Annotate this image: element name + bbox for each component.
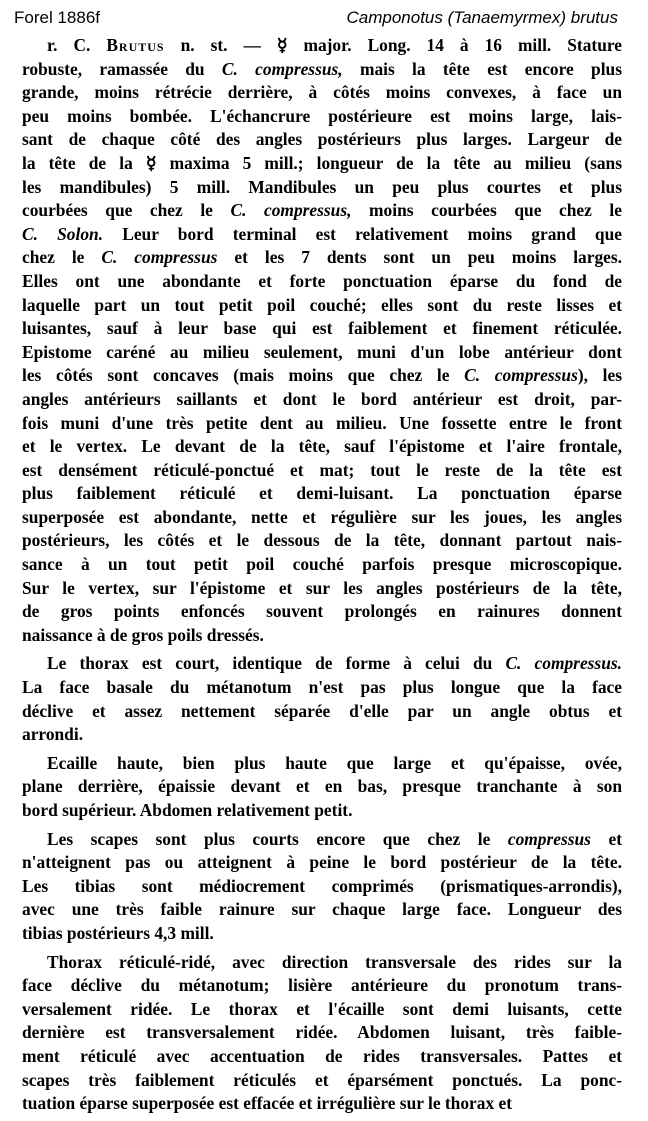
text-line: n'atteignent pas ou atteignent à peine le bord postérieur de la tête.: [22, 852, 622, 873]
text-line: courbées que chez le C. compressus, moins courbées que chez le: [22, 200, 622, 221]
text-line: scapes très faiblement réticulés et éparsément ponctués. La ponc-: [22, 1069, 622, 1090]
text-line: bord supérieur. Abdomen relativement petit.: [22, 800, 353, 820]
paragraph: [22, 828, 622, 946]
italic-taxon: C. compressus,: [221, 58, 343, 79]
document-body: [22, 34, 622, 1116]
text-line: et le vertex. Le devant de la tête, sauf l'épistome et l'aire frontale,: [22, 436, 622, 457]
italic-taxon: C. compressus,: [230, 200, 352, 221]
text-line: plane derrière, épaissie devant et en bas, presque tranchante à son: [22, 776, 622, 797]
text-line: Les scapes sont plus courts encore que chez le compressus et: [47, 828, 622, 849]
text-line: Elles ont une abondante et forte ponctuation éparse du fond de: [22, 270, 622, 291]
text-line: Thorax réticulé-ridé, avec direction transversale des rides sur la: [47, 951, 622, 972]
text-line: arrondi.: [22, 724, 84, 745]
text-line: C. Solon. Leur bord terminal est relativement moins grand que: [22, 223, 622, 244]
text-line: laquelle part un tout petit poil couché; elles sont du reste lisses et: [22, 294, 622, 315]
paragraph: [22, 951, 622, 1116]
italic-taxon: C. Solon.: [22, 223, 104, 244]
paragraph: [22, 34, 622, 647]
text-line: est densément réticulé-ponctué et mat; tout le reste de la tête est: [22, 459, 622, 480]
text-line: Sur le vertex, sur l'épistome et sur les angles postérieurs de la tête,: [22, 577, 622, 598]
page-header: [14, 6, 634, 30]
text-line: la tête de la ☿ maxima 5 mill.; longueur de la tête au milieu (sans: [22, 152, 622, 173]
text-line: postérieurs, les côtés et le dessous de la tête, donnant partout nais-: [22, 530, 622, 551]
paragraph: [22, 752, 622, 823]
text-line: La face basale du métanotum n'est pas plus longue que la face: [22, 677, 622, 698]
text-line: tibias postérieurs 4,3 mill.: [22, 922, 214, 943]
text-line: les mandibules) 5 mill. Mandibules un peu plus courtes et plus: [22, 176, 622, 197]
text-line: plus faiblement réticulé et demi-luisant. La ponctuation éparse: [22, 483, 622, 504]
text-line: avec une très faible rainure sur chaque large face. Longueur des: [22, 899, 622, 920]
source-reference: Forel 1886f: [14, 8, 100, 27]
text-line: sant de chaque côté des angles postérieurs plus larges. Largeur de: [22, 129, 622, 150]
text-line: superposée est abondante, nette et régulière sur les joues, les angles: [22, 506, 622, 527]
text-line: grande, moins rétrécie derrière, à côtés moins convexes, à face un: [22, 82, 622, 103]
text-line: tuation éparse superposée est effacée et irrégulière sur le thorax et: [22, 1093, 513, 1114]
text-line: sance à un tout petit poil couché parfois presque microscopique.: [22, 554, 622, 575]
text-line: Ecaille haute, bien plus haute que large et qu'épaisse, ovée,: [47, 752, 622, 773]
text-line: de gros points enfoncés souvent prolongés en rainures donnent: [22, 601, 622, 622]
small-caps-name: Brutus: [106, 35, 165, 55]
text-line: les côtés sont concaves (mais moins que chez le C. compressus), les: [22, 365, 622, 386]
text-line: Le thorax est court, identique de forme à celui du C. compressus.: [47, 653, 622, 674]
text-line: luisantes, sauf à leur base qui est faiblement et finement réticulée.: [22, 318, 622, 339]
text-line: naissance à de gros poils dressés.: [22, 624, 264, 645]
italic-taxon: C. compressus.: [505, 653, 622, 674]
text-line: angles antérieurs saillants et dont le bord antérieur est droit, par-: [22, 388, 622, 409]
text-line: ment réticulé avec accentuation de rides transversales. Pattes et: [22, 1045, 622, 1066]
text-line: fois muni d'une très petite dent au milieu. Une fossette entre le front: [22, 412, 622, 433]
paragraph: [22, 652, 622, 746]
text-line: Epistome caréné au milieu seulement, muni d'un lobe antérieur dont: [22, 341, 622, 362]
text-line: r. C. Brutus n. st. — ☿ major. Long. 14 à 16 mill. Stature: [47, 35, 622, 55]
text-line: Les tibias sont médiocrement comprimés (prismatiques-arrondis),: [22, 875, 622, 896]
italic-taxon: C. compressus: [101, 247, 218, 268]
text-line: déclive et assez nettement séparée d'elle par un angle obtus et: [22, 700, 622, 721]
italic-taxon: C. compressus: [464, 365, 578, 386]
text-line: dernière est transversalement ridée. Abdomen luisant, très faible-: [22, 1022, 622, 1043]
text-line: peu moins bombée. L'échancrure postérieure est moins large, lais-: [22, 105, 622, 126]
taxon-title: Camponotus (Tanaemyrmex) brutus: [346, 8, 618, 27]
text-line: chez le C. compressus et les 7 dents sont un peu moins larges.: [22, 247, 622, 268]
text-line: versalement ridée. Le thorax et l'écaille sont demi luisants, cette: [22, 998, 622, 1019]
italic-taxon: compressus: [507, 828, 591, 849]
text-line: robuste, ramassée du C. compressus, mais la tête est encore plus: [22, 58, 622, 79]
text-line: face déclive du métanotum; lisière antérieure du pronotum trans-: [22, 975, 622, 996]
